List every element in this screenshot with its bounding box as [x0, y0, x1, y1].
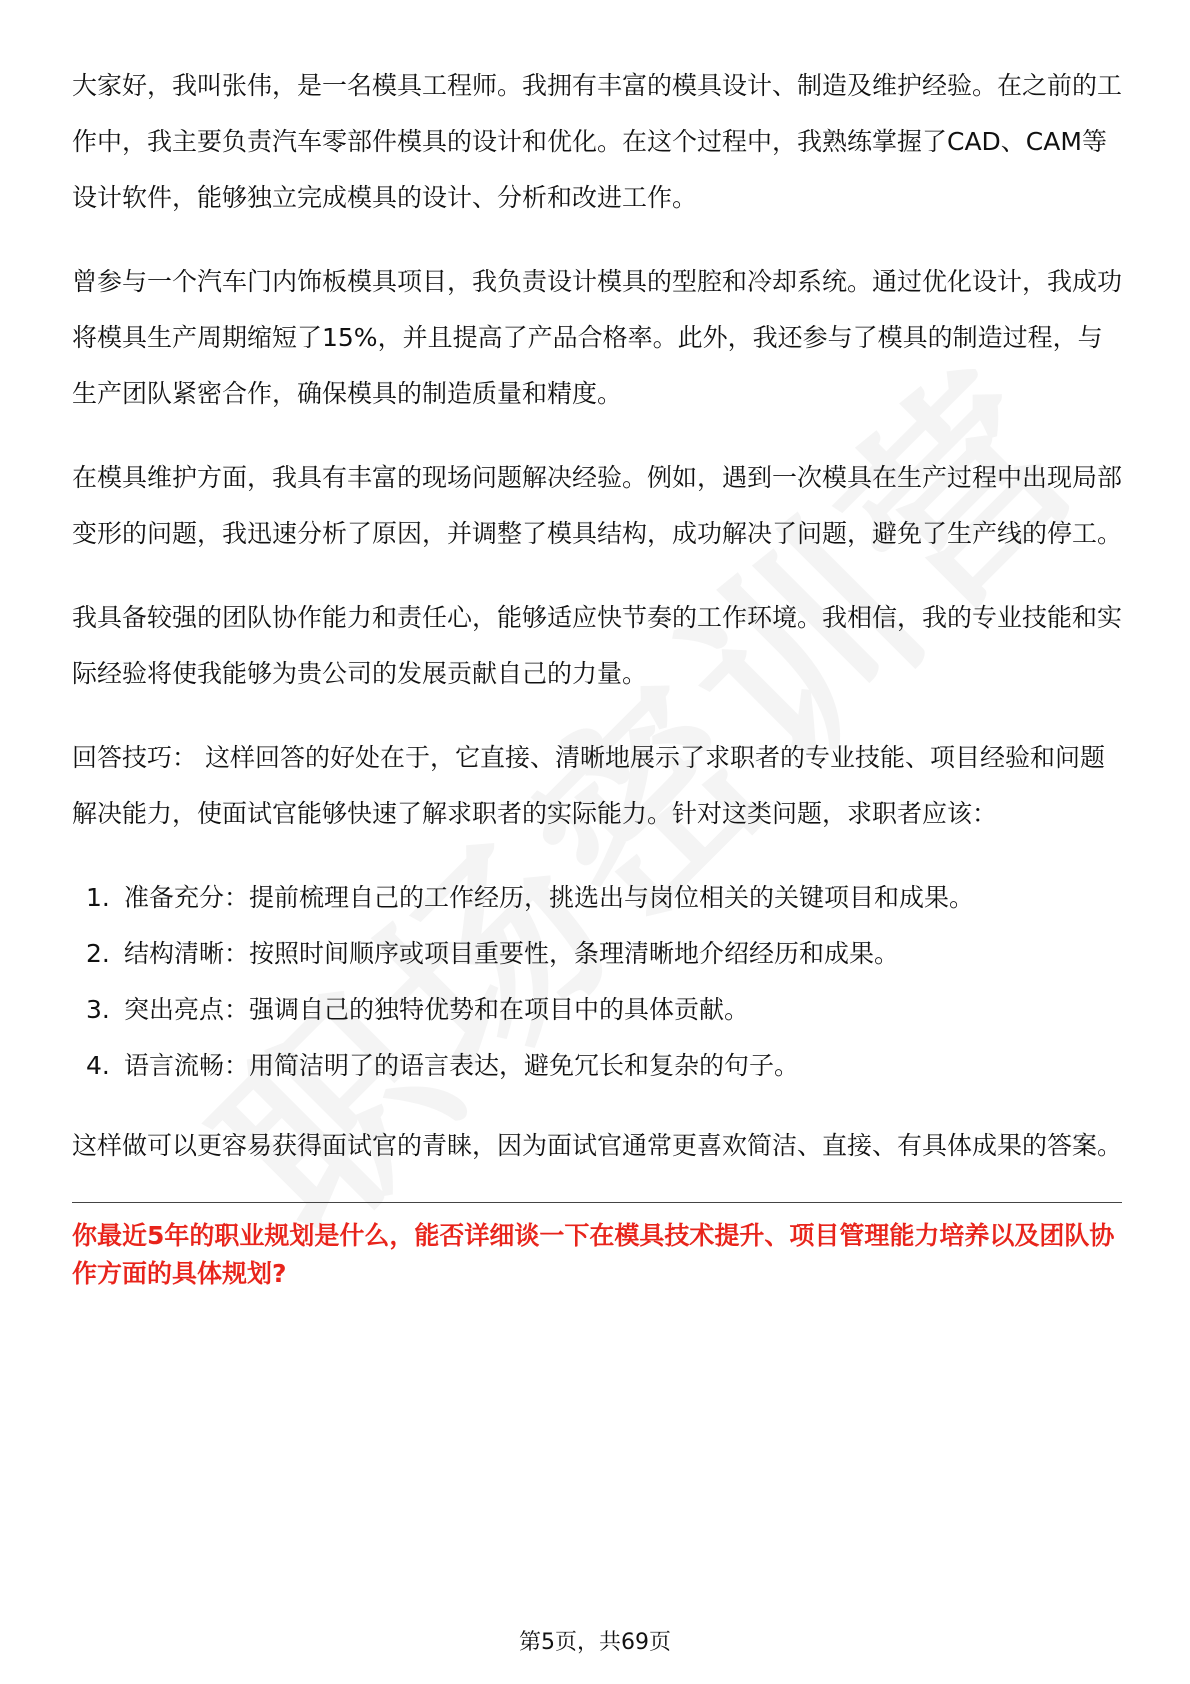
tips-list: [72, 870, 1122, 1094]
list-item: [72, 1038, 1122, 1094]
list-item-text: 结构清晰：按照时间顺序或项目重要性，条理清晰地介绍经历和成果。: [124, 939, 900, 968]
project-paragraph: 曾参与一个汽车门内饰板模具项目，我负责设计模具的型腔和冷却系统。通过优化设计，我成功将模具生产周期缩短了15%，并且提高了产品合格率。此外，我还参与了模具的制造过程，与生产团队紧密合作，确保模具的制造质量和精度。: [72, 267, 1123, 408]
list-item-text: 语言流畅：用简洁明了的语言表达，避免冗长和复杂的句子。: [124, 1051, 800, 1080]
document-body: [72, 58, 1122, 1293]
section-divider: [72, 1202, 1122, 1203]
teamwork-paragraph: 我具备较强的团队协作能力和责任心，能够适应快节奏的工作环境。我相信，我的专业技能和实际经验将使我能够为贵公司的发展贡献自己的力量。: [72, 603, 1123, 688]
closing-paragraph: 这样做可以更容易获得面试官的青睐，因为面试官通常更喜欢简洁、直接、有具体成果的答案。: [72, 1131, 1123, 1160]
list-item: [72, 926, 1122, 982]
page-footer: 第5页，共69页: [519, 1630, 671, 1655]
maintenance-paragraph: 在模具维护方面，我具有丰富的现场问题解决经验。例如，遇到一次模具在生产过程中出现局部变形的问题，我迅速分析了原因，并调整了模具结构，成功解决了问题，避免了生产线的停工。: [72, 463, 1123, 548]
list-item-number: 1.: [86, 883, 110, 912]
list-item: [72, 982, 1122, 1038]
list-item-text: 准备充分：提前梳理自己的工作经历，挑选出与岗位相关的关键项目和成果。: [124, 883, 975, 912]
list-item-number: 4.: [86, 1051, 110, 1080]
list-item-text: 突出亮点：强调自己的独特优势和在项目中的具体贡献。: [124, 995, 750, 1024]
list-item-number: 2.: [86, 939, 110, 968]
list-item: [72, 870, 1122, 926]
next-question-heading: 你最近5年的职业规划是什么，能否详细谈一下在模具技术提升、项目管理能力培养以及团队协作方面的具体规划?: [72, 1221, 1115, 1288]
intro-paragraph: 大家好，我叫张伟，是一名模具工程师。我拥有丰富的模具设计、制造及维护经验。在之前的工作中，我主要负责汽车零部件模具的设计和优化。在这个过程中，我熟练掌握了CAD、CAM等设计软件，能够独立完成模具的设计、分析和改进工作。: [72, 71, 1123, 212]
list-item-number: 3.: [86, 995, 110, 1024]
tips-intro-paragraph: 回答技巧： 这样回答的好处在于，它直接、清晰地展示了求职者的专业技能、项目经验和问题解决能力，使面试官能够快速了解求职者的实际能力。针对这类问题，求职者应该：: [72, 743, 1105, 828]
